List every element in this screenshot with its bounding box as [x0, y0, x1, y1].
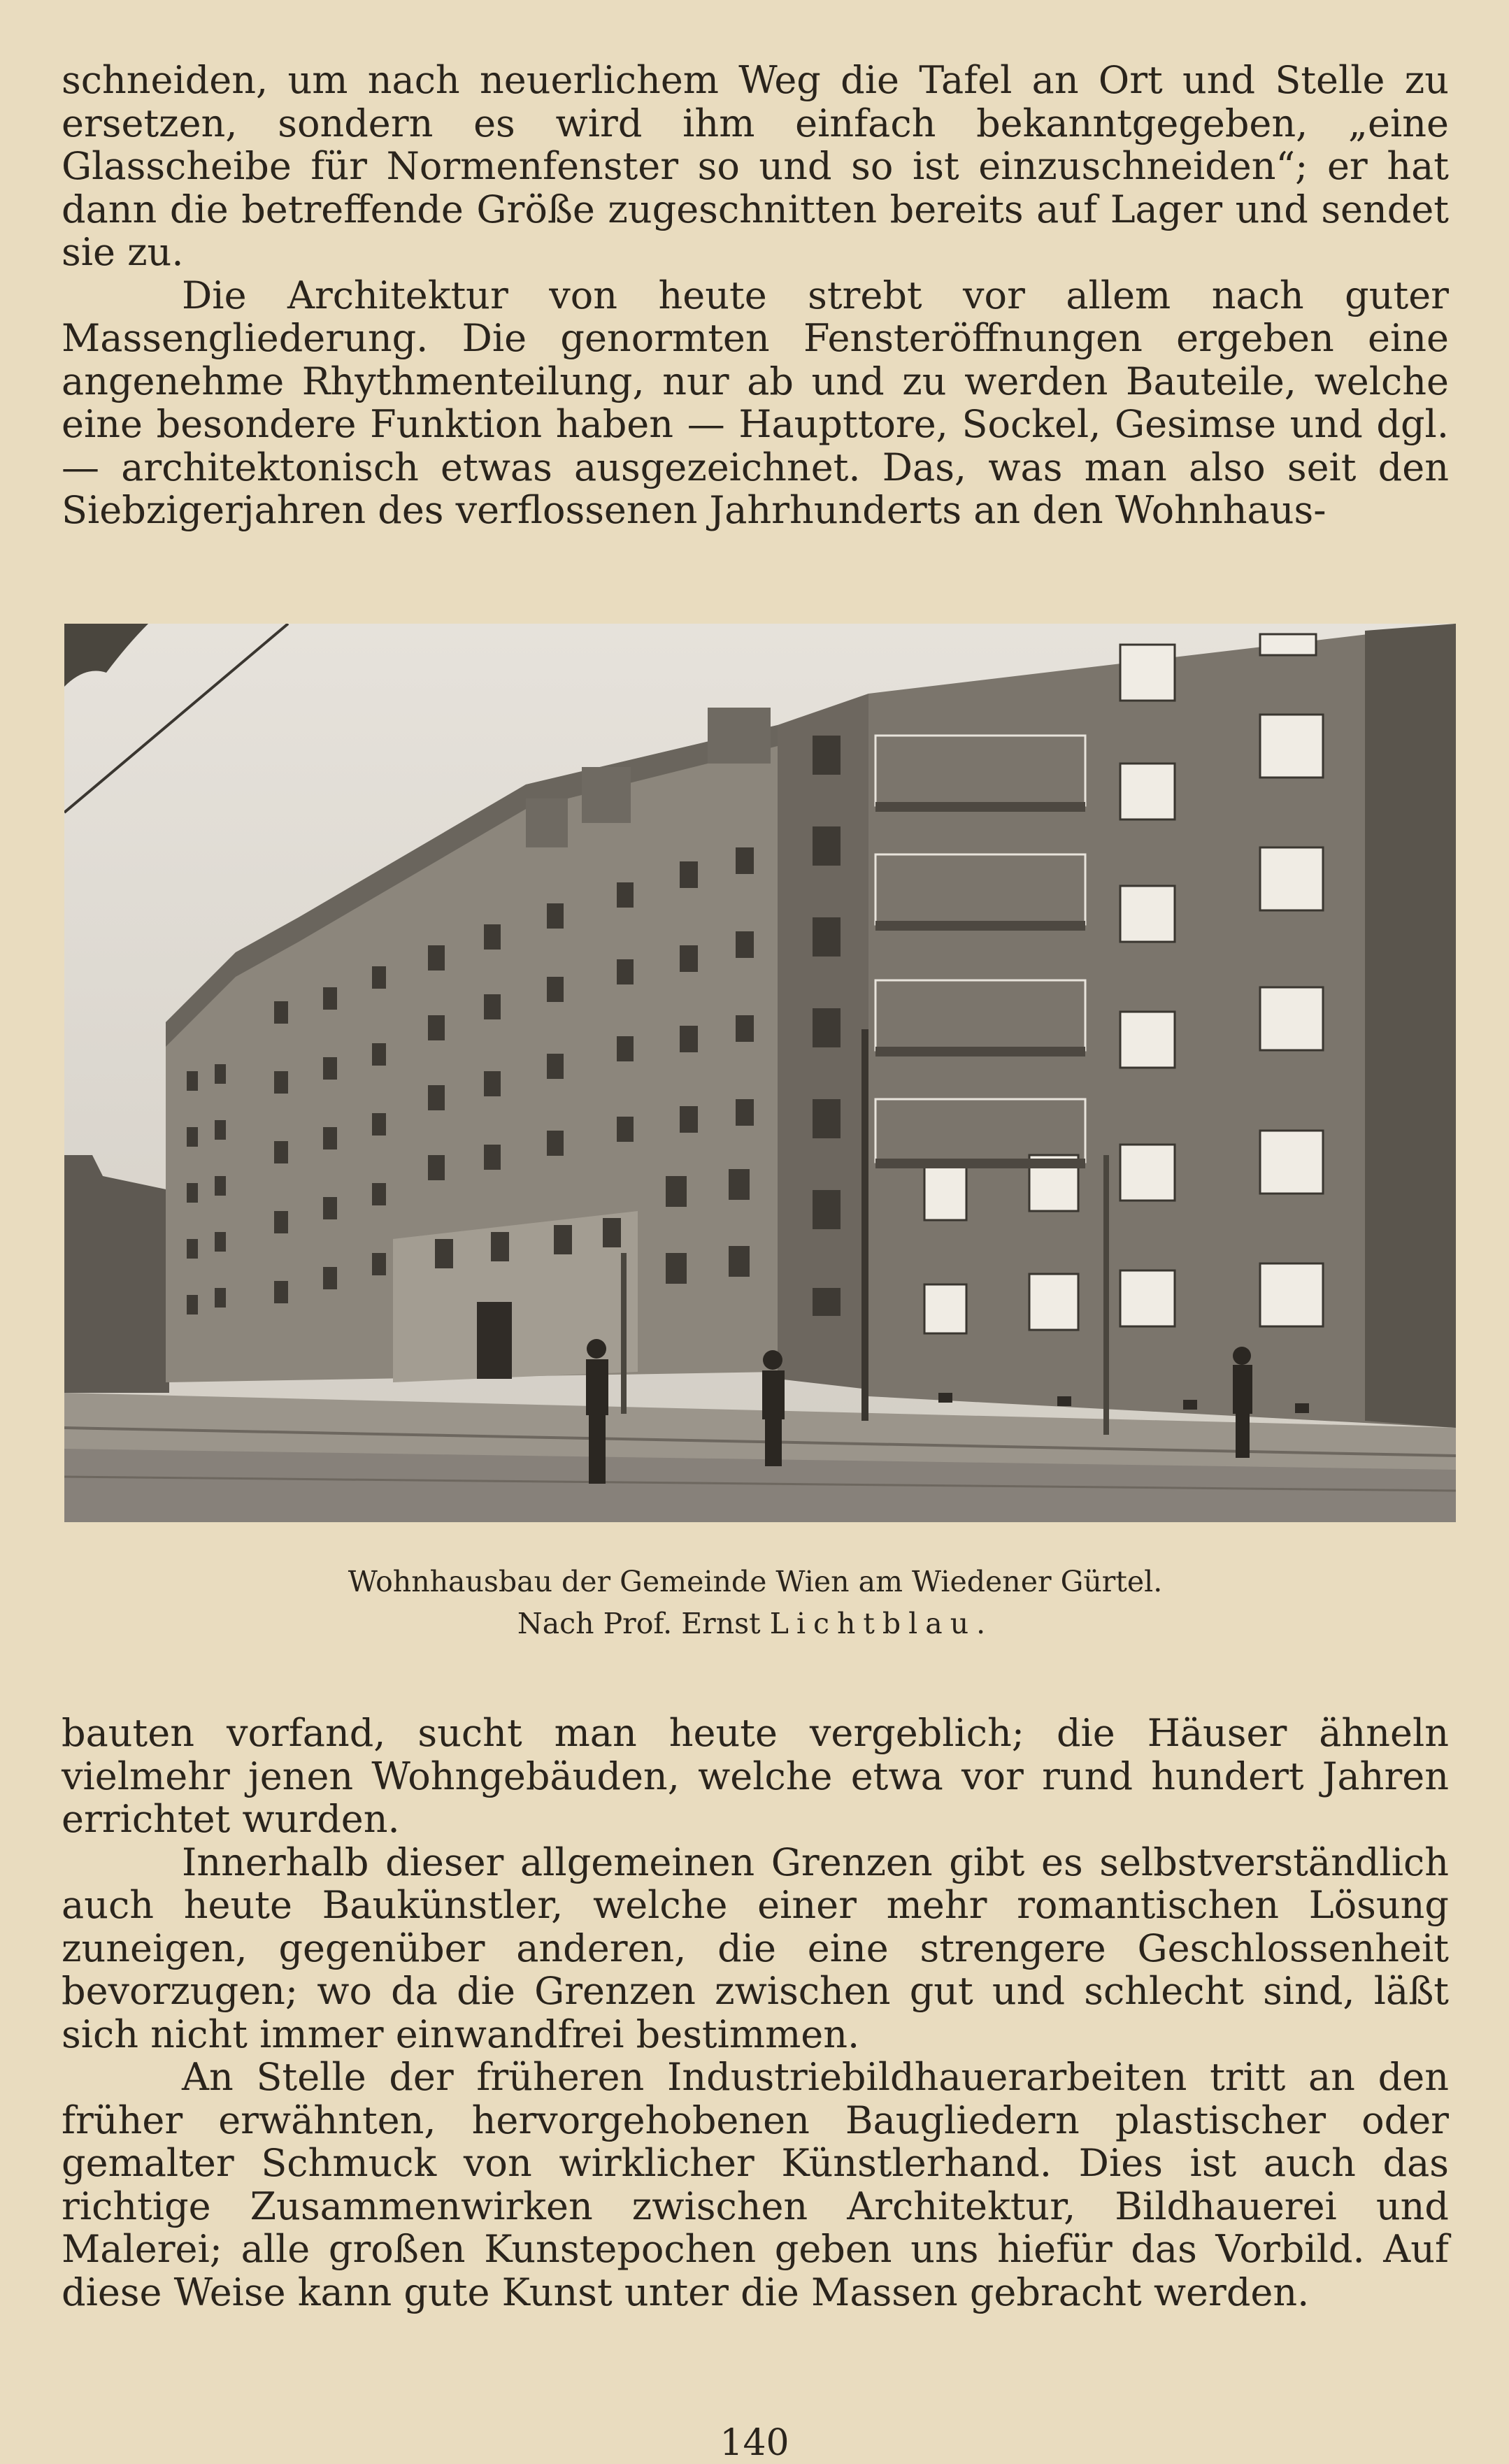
credit-prefix: Nach Prof. Ernst	[517, 1607, 761, 1640]
paragraph: Die Architektur von heute strebt vor allem nach guter Massengliederung. Die genormten Fensteröffnungen ergeben eine angenehme Rhythmenteilung, nur ab und zu werden Bauteile, welche eine besondere Funktion haben — Haupttore, Sockel, Gesimse und dgl. — architektonisch etwas ausgezeichnet. Das, was man also seit den Siebzigerjahren des verflossenen Jahrhunderts an den Wohnhaus-	[62, 273, 1449, 532]
figure-credit	[62, 1603, 1449, 1645]
paragraph: Innerhalb dieser allgemeinen Grenzen gibt es selbstverständlich auch heute Baukünstler, welche einer mehr romantischen Lösung zuneigen, gegenüber anderen, die eine strengere Geschlossenheit bevorzugen; wo da die Grenzen zwischen gut und schlecht sind, läßt sich nicht immer einwandfrei bestimmen.	[62, 1840, 1449, 2056]
paragraph: An Stelle der früheren Industriebildhauerarbeiten tritt an den früher erwähnten, hervorgehobenen Baugliedern plastischer oder gemalter Schmuck von wirklicher Künstlerhand. Dies ist auch das richtige Zusammenwirken zwischen Architektur, Bildhauerei und Malerei; alle großen Kunstepochen geben uns hiefür das Vorbild. Auf diese Weise kann gute Kunst unter die Massen gebracht werden.	[62, 2055, 1449, 2314]
body-text-bottom	[62, 1712, 1449, 2314]
page-number: 140	[720, 2422, 789, 2464]
credit-name: Lichtblau.	[769, 1607, 994, 1640]
paragraph: schneiden, um nach neuerlichem Weg die Tafel an Ort und Stelle zu ersetzen, sondern es wird ihm einfach bekanntgegeben, „eine Glasscheibe für Normenfenster so und so ist einzuschneiden“; er hat dann die betreffende Größe zugeschnitten bereits auf Lager und sendet sie zu.	[62, 58, 1449, 274]
figure-caption: Wohnhausbau der Gemeinde Wien am Wiedener Gürtel.	[348, 1565, 1163, 1598]
body-text-top	[62, 59, 1449, 532]
photo-drawing	[64, 624, 1456, 1522]
paragraph: bauten vorfand, sucht man heute vergeblich; die Häuser ähneln vielmehr jenen Wohngebäuden, welche etwa vor rund hundert Jahren errichtet wurden.	[62, 1711, 1449, 1841]
building-photo	[64, 624, 1456, 1522]
